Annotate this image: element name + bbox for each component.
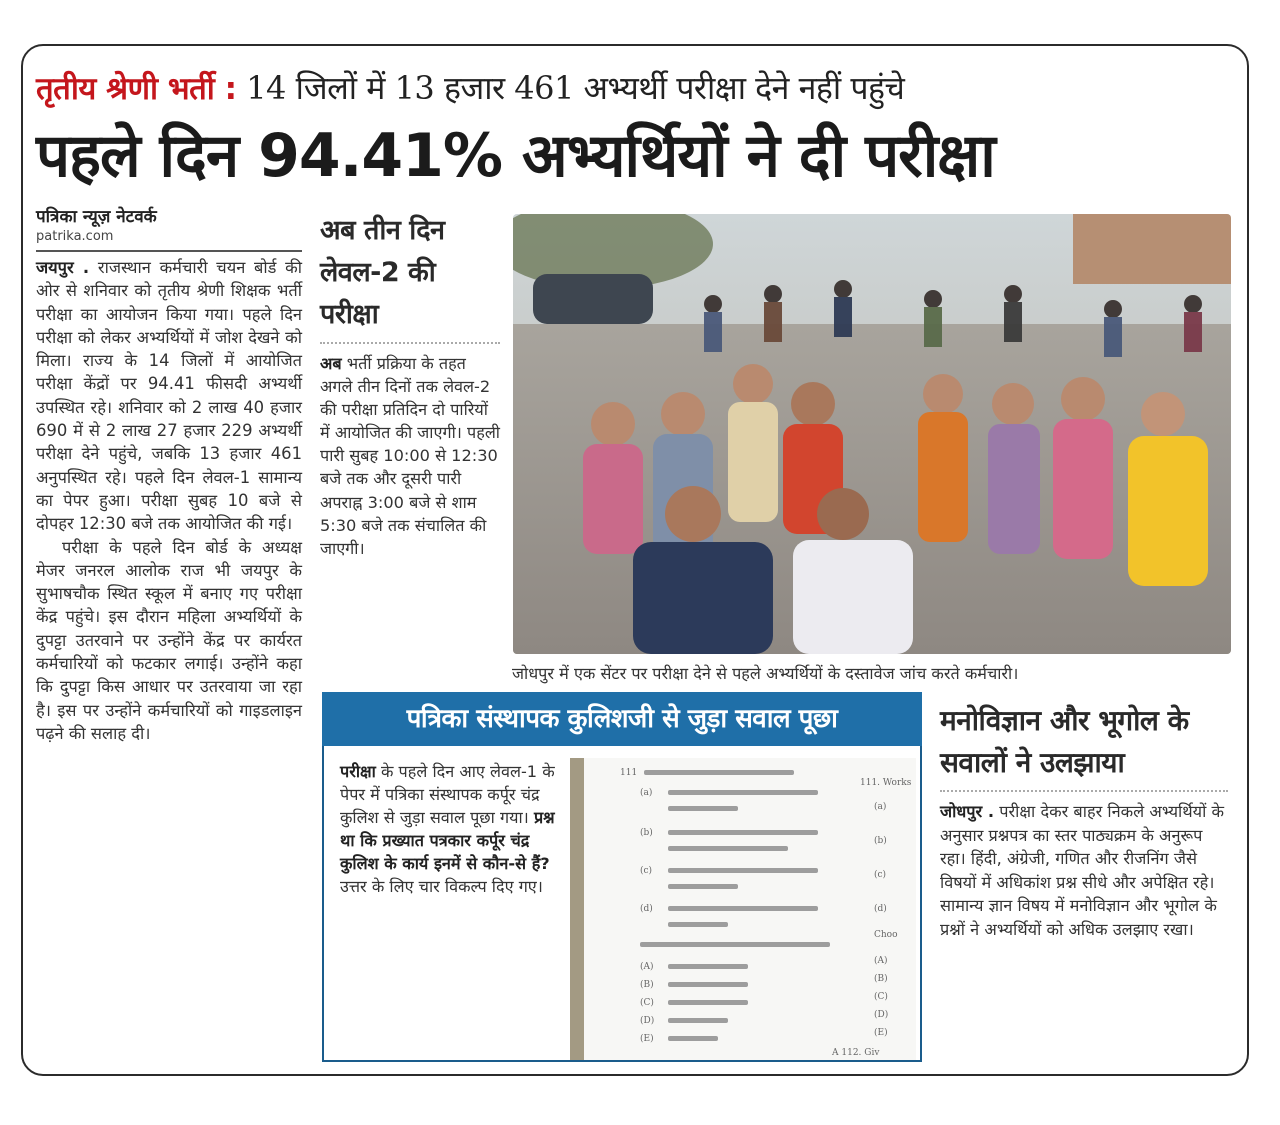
side-label: (d) xyxy=(874,904,887,914)
q-text-line xyxy=(668,964,748,969)
main-story xyxy=(36,206,302,745)
level2-story xyxy=(320,210,500,560)
side-label: (B) xyxy=(874,974,888,984)
q-text-line xyxy=(668,1036,718,1041)
q-label: (c) xyxy=(640,866,653,876)
q-label: (b) xyxy=(640,828,653,838)
photo-caption: जोधपुर में एक सेंटर पर परीक्षा देने से पहले अभ्यर्थियों के दस्तावेज जांच करते कर्मचारी। xyxy=(512,664,1019,683)
para-1-text: राजस्थान कर्मचारी चयन बोर्ड की ओर से शनिवार को तृतीय श्रेणी शिक्षक भर्ती परीक्षा का आयोजन किया गया। पहले दिन परीक्षा को लेकर अभ्यर्थियों में जोश देखने को मिला। राज्य के 14 जिलों में आयोजित परीक्षा केंद्रों पर 94.41 फीसदी अभ्यर्थी उपस्थित रहे। शनिवार को 2 लाख 40 हजार 690 में से 2 लाख 27 हजार 229 अभ्यर्थी परीक्षा देने पहुंचे, जबकि 13 हजार 461 अनुपस्थित रहे। पहले दिन लेवल-1 सामान्य का पेपर हुआ। परीक्षा सुबह 10 बजे से दोपहर 12:30 बजे तक आयोजित की गई। xyxy=(36,258,302,534)
kicker-label: तृतीय श्रेणी भर्ती : xyxy=(36,71,237,107)
q-label: (D) xyxy=(640,1016,655,1026)
q-label: (A) xyxy=(640,962,654,972)
kicker-text: 14 जिलों में 13 हजार 461 अभ्यर्थी परीक्षा देने नहीं पहुंचे xyxy=(236,69,905,107)
side-label: (a) xyxy=(874,802,887,812)
side-label: (D) xyxy=(874,1010,889,1020)
main-headline: पहले दिन 94.41% अभ्यर्थियों ने दी परीक्षा xyxy=(36,121,995,191)
psych-text xyxy=(940,800,1228,942)
q-text-line xyxy=(668,1000,748,1005)
level2-heading: अब तीन दिन लेवल-2 की परीक्षा xyxy=(320,215,445,330)
q-label: (E) xyxy=(640,1034,654,1044)
q-text-line xyxy=(644,770,794,775)
q-text-line xyxy=(668,982,748,987)
side-label: (b) xyxy=(874,836,887,846)
side-label: (c) xyxy=(874,870,887,880)
level2-body: भर्ती प्रक्रिया के तहत अगले तीन दिनों तक लेवल-2 की परीक्षा प्रतिदिन दो पारियों में आयोजित की जाएगी। पहली पारी सुबह 10:00 से 12:30 बजे तक और दूसरी पारी अपराह्न 3:00 बजे से शाम 5:30 बजे तक संचालित की जाएगी। xyxy=(320,354,500,558)
side-label: 111. Works xyxy=(860,778,912,788)
psych-story xyxy=(940,700,1228,942)
news-photo xyxy=(513,214,1231,654)
dotted-divider xyxy=(940,790,1228,792)
q-text-line xyxy=(668,868,818,873)
side-label: A 112. Giv xyxy=(832,1048,880,1058)
level2-text xyxy=(320,352,500,560)
q-text-line xyxy=(668,884,738,889)
q-text-line xyxy=(668,906,818,911)
kulish-text-2: उत्तर के लिए चार विकल्प दिए गए। xyxy=(340,877,543,896)
main-story-para-2: परीक्षा के पहले दिन बोर्ड के अध्यक्ष मेजर जनरल आलोक राज भी जयपुर के सुभाषचौक स्थित स्कूल में बनाए गए परीक्षा केंद्र पहुंचे। इस दौरान महिला अभ्यर्थियों के दुपट्टा उतरवाने पर उन्होंने केंद्र पर कार्यरत कर्मचारियों को फटकार लगाई। उन्होंने कहा कि दुपट्टा किस आधार पर उतरवाया जा रहा है। इस पर उन्होंने कर्मचारियों को गाइडलाइन पढ़ने की सलाह दी। xyxy=(36,537,302,743)
kulish-bold: प्रश्न था कि प्रख्यात पत्रकार कर्पूर चंद्र कुलिश के कार्य इनमें से कौन-से हैं? xyxy=(340,808,555,873)
q-text-line xyxy=(668,1018,728,1023)
q-label: (B) xyxy=(640,980,654,990)
q-text-line xyxy=(668,790,818,795)
q-text-line xyxy=(640,942,830,947)
dateline: जयपुर . xyxy=(36,258,90,277)
q-label: (C) xyxy=(640,998,654,1008)
dotted-divider xyxy=(320,342,500,344)
q-label: 111 xyxy=(620,768,638,778)
kicker-line xyxy=(36,64,1236,112)
crowd-photo-illustration xyxy=(513,214,1231,654)
byline: पत्रिका न्यूज़ नेटवर्क xyxy=(36,207,157,227)
psych-heading: मनोविज्ञान और भूगोल के सवालों ने उलझाया xyxy=(940,704,1189,779)
q-text-line xyxy=(668,922,728,927)
q-text-line xyxy=(668,830,818,835)
side-label: (C) xyxy=(874,992,888,1002)
kulish-box-text xyxy=(340,760,560,898)
level2-lead: अब xyxy=(320,354,342,373)
psych-dateline: जोधपुर . xyxy=(940,802,995,821)
q-text-line xyxy=(668,806,738,811)
psych-body: परीक्षा देकर बाहर निकले अभ्यर्थियों के अनुसार प्रश्नपत्र का स्तर पाठ्यक्रम के अनुरूप रहा। हिंदी, अंग्रेजी, गणित और रीजनिंग जैसे विषयों में अधिकांश प्रश्न सीधे और अपेक्षित रहे। सामान्य ज्ञान विषय में मनोविज्ञान और भूगोल के प्रश्नों ने अभ्यर्थियों को अधिक उलझाए रखा। xyxy=(940,802,1225,939)
kulish-text-1: के पहले दिन आए लेवल-1 के पेपर में पत्रिका संस्थापक कर्पूर चंद्र कुलिश से जुड़ा सवाल पूछा गया। xyxy=(340,762,555,827)
q-label: (a) xyxy=(640,788,653,798)
side-label: (A) xyxy=(874,956,888,966)
main-story-para-1 xyxy=(36,256,302,536)
kulish-lead: परीक्षा xyxy=(340,762,376,781)
question-paper-image xyxy=(570,758,916,1060)
site-link[interactable]: patrika.com xyxy=(36,229,114,244)
kulish-box-title: पत्रिका संस्थापक कुलिशजी से जुड़ा सवाल पूछा xyxy=(322,692,922,746)
q-label: (d) xyxy=(640,904,653,914)
side-label: (E) xyxy=(874,1028,888,1038)
q-text-line xyxy=(668,846,788,851)
kulish-body xyxy=(340,760,560,898)
side-label: Choo xyxy=(874,930,898,940)
divider xyxy=(36,250,302,252)
